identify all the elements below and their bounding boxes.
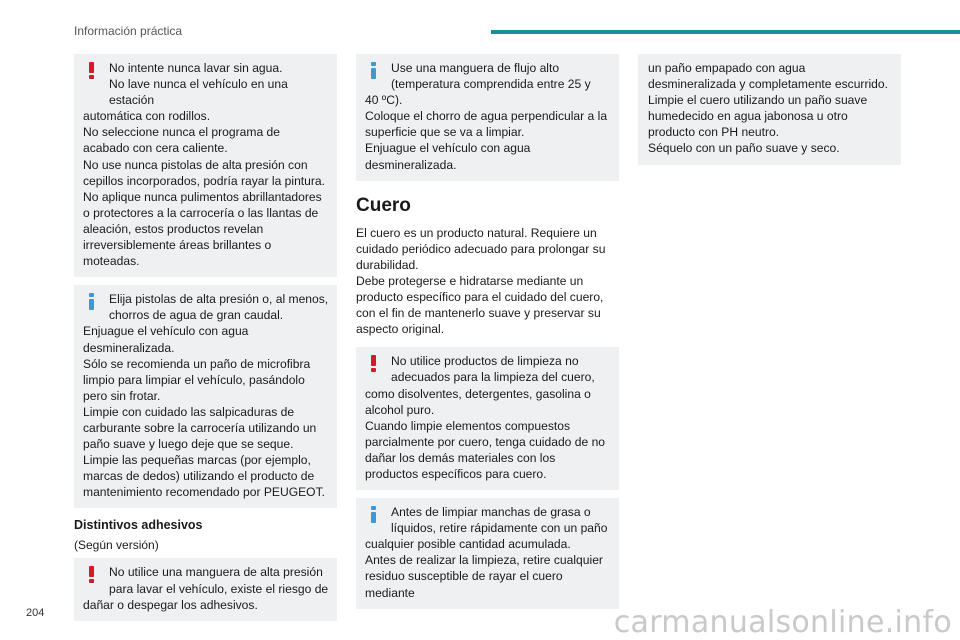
warning-box-leather-products — [356, 347, 619, 490]
header-accent-bar — [491, 30, 960, 34]
page-number: 204 — [26, 607, 45, 619]
info-body-text: Enjuague el vehículo con agua desmineralizada. Sólo se recomienda un paño de microfibra limpio para limpiar el vehículo, pasándolo pero sin frotar. Limpie con cuidado las salpicaduras de carburante sobre la carrocería utilizando un paño suave y luego deje que se seque. Limpie las pequeñas marcas (por ejemplo, marcas de dedos) utilizando el producto de mantenimiento recomendado por PEUGEOT. — [83, 324, 325, 500]
info-icon — [371, 506, 376, 523]
info-body-text: 40 ºC). Coloque el chorro de agua perpendicular a la superficie que se va a limpiar. Enjuague el vehículo con agua desmineralizada. — [365, 93, 608, 172]
warning-body-text: automática con rodillos. No seleccione nunca el programa de acabado con cera caliente. No use nunca pistolas de alta presión con cepillos incorporados, podría rayar la pintura. No aplique nunca pulimentos abrillantadores o protectores a la carrocería o las llantas de aleación, estos productos revelan irreversiblemente áreas brillantes o moteadas. — [83, 109, 326, 269]
running-header-title: Información práctica — [74, 24, 183, 38]
watermark-logo: carmanualsonline.info — [613, 605, 952, 640]
info-box-grease-stains — [356, 498, 619, 609]
warning-lead-text: No utilice una manguera de alta presión para lavar el vehículo, existe el riesgo de — [109, 565, 329, 596]
info-lead-text: Use una manguera de flujo alto (temperatura comprendida entre 25 y — [391, 61, 591, 92]
warning-box-washing — [74, 54, 337, 277]
info-icon — [89, 293, 94, 310]
warning-body-text: dañar o despegar los adhesivos. — [83, 597, 258, 612]
column-left — [74, 54, 337, 629]
warning-body-text: como disolventes, detergentes, gasolina o alcohol puro. Cuando limpie elementos compuestos parcialmente por cuero, tenga cuidado de no dañar los demás materiales con los productos específicos para cuero. — [365, 386, 606, 481]
leather-intro-text: El cuero es un producto natural. Requiere un cuidado periódico adecuado para prolongar su durabilidad. Debe protegerse e hidratarse mediante un producto específico para el cuidado del cuero, con el fin de mantenerlo suave y preservar su aspecto original. — [356, 225, 606, 337]
info-lead-text: Elija pistolas de alta presión o, al menos, chorros de agua de gran caudal. — [109, 292, 329, 323]
section-title-leather: Cuero — [356, 194, 411, 216]
info-box-hose — [356, 54, 619, 181]
subheading-stickers: Distintivos adhesivos — [74, 518, 203, 533]
info-icon — [371, 62, 376, 79]
warning-lead-text: No utilice productos de limpieza no adecuados para la limpieza del cuero, — [391, 354, 595, 385]
continued-text: un paño empapado con agua desmineralizada y completamente escurrido. Limpie el cuero utilizando un paño suave humedecido en agua jabonosa u otro producto con PH neutro. Séquelo con un paño suave y seco. — [648, 61, 888, 156]
warning-lead-text: No intente nunca lavar sin agua. No lave nunca el vehículo en una estación — [109, 61, 288, 108]
warning-box-stickers — [74, 558, 337, 620]
warning-icon — [371, 355, 376, 372]
info-lead-text: Antes de limpiar manchas de grasa o líquidos, retire rápidamente con un paño — [391, 505, 608, 536]
info-box-continued — [638, 54, 901, 165]
info-body-text: cualquier posible cantidad acumulada. Antes de realizar la limpieza, retire cualquier residuo susceptible de rayar el cuero mediante — [365, 537, 603, 600]
column-right — [638, 54, 901, 173]
column-middle — [356, 54, 619, 617]
info-box-pressure-washer — [74, 285, 337, 508]
version-note: (Según versión) — [74, 538, 159, 553]
warning-icon — [89, 566, 94, 583]
warning-icon — [89, 62, 94, 79]
